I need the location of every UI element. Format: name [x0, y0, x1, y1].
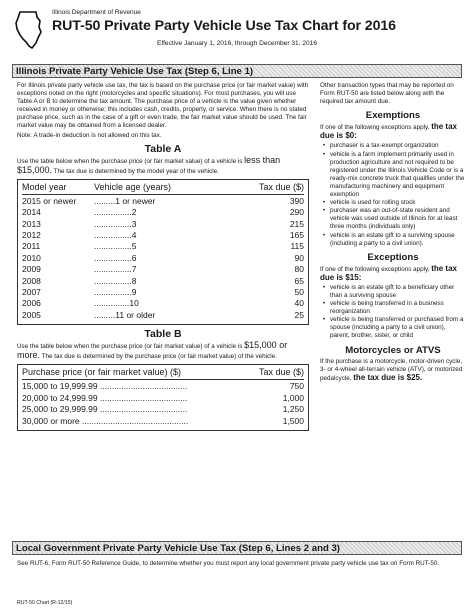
table-b-row: [22, 416, 304, 427]
model-year-cell: 2008: [22, 275, 41, 286]
table-a-row: [22, 264, 304, 275]
tax-due-cell: 750: [289, 381, 304, 392]
exceptions-tax-due: the tax due is $15:: [320, 263, 457, 282]
motorcycles-tax-due: the tax due is $25.: [353, 372, 423, 382]
motorcycles-heading: Motorcycles or ATVS: [345, 344, 441, 356]
tax-due-cell: 390: [289, 195, 304, 206]
table-a-row: [22, 310, 304, 321]
tax-due-cell: 115: [290, 241, 304, 252]
motorcycles-text: If the purchase is a motorcycle, motor-driven cycle, 3- or 4-wheel all-terrain vehicle (ATV), or motorized pedalcycle, the tax due is $25.: [320, 357, 463, 382]
tax-due-cell: 290: [289, 207, 304, 218]
document-header: [12, 5, 462, 63]
model-year-cell: 2010: [22, 252, 41, 263]
tax-due-cell: 50: [294, 287, 304, 297]
exception-item: • vehicle is being transferred or purchased from a spouse (including a party to a civil union), parent, brother, sister, or child: [320, 316, 466, 340]
tax-due-cell: 25: [294, 309, 304, 320]
model-year-cell: 2014: [22, 207, 41, 218]
tax-due-cell: 1,000: [282, 392, 304, 403]
table-a-row: [22, 207, 304, 218]
vehicle-age-cell: .........1 or newer: [94, 195, 156, 206]
intro-paragraph: For Illinois private party vehicle use tax, the tax is based on the purchase price (or fair market value) with exceptions noted on the right (motorcycles and specific situations). For most purchases, you will use Table A or B to determine the tax amount. The purchase price of a vehicle is the value given whether received in money or otherwise; this includes cash, credits, property, or service. When there is no stated purchase price, such as in the case of a gift or even trade, the fair market value should be used. The fair market value may be obtained from a licensed dealer.: [17, 82, 309, 130]
table-a-col-vehicle-age: Vehicle age (years): [94, 181, 172, 192]
section-band-local-tax: Local Government Private Party Vehicle Use Tax (Step 6, Lines 2 and 3): [12, 541, 462, 555]
exemption-item: • vehicle is a farm implement primarily used in production agriculture and not required to be registered under the Illinois Vehicle Code or is a ready-mix concrete truck that qualifies under the manufacturing machinery and equipment exemption: [320, 151, 466, 200]
model-year-cell: 2006: [22, 298, 41, 309]
tax-due-cell: 80: [294, 264, 304, 275]
effective-dates: Effective January 1, 2016, through December 31, 2016: [156, 40, 318, 47]
exemption-item: • purchaser was an out-of-state resident and vehicle was used outside of Illinois for at least three months (individuals only): [320, 207, 466, 231]
right-column: [320, 82, 466, 383]
exemptions-heading: Exemptions: [365, 110, 421, 122]
other-transactions-text: Other transaction types that may be reported on Form RUT-50 are listed below along with the required tax amount due.: [320, 82, 454, 106]
vehicle-age-cell: ................8: [94, 275, 137, 286]
vehicle-age-cell: ................9: [94, 287, 137, 297]
exemptions-lead: If one of the following exceptions apply, the tax due is $0:: [320, 122, 457, 141]
vehicle-age-cell: ................7: [94, 264, 137, 275]
purchase-price-cell: 15,000 to 19,999.99 .....................................: [22, 381, 188, 392]
table-b-header-row: [22, 367, 304, 380]
table-b: [17, 364, 309, 431]
exceptions-list: [320, 284, 466, 341]
table-a-row: [22, 298, 304, 309]
tax-due-cell: 215: [289, 218, 304, 229]
trade-in-note: Note: A trade-in deduction is not allowed on this tax.: [17, 131, 162, 139]
table-b-row: [22, 393, 304, 404]
exception-item: • vehicle is being transferred in a business reorganization: [320, 300, 466, 316]
vehicle-age-cell: ................4: [94, 229, 137, 240]
table-a: [17, 179, 309, 325]
local-tax-paragraph: See RUT-6, Form RUT-50 Reference Guide, to determine whether you must report any local government private party vehicle use tax on Form RUT-50.: [17, 560, 440, 567]
table-a-intro: Use the table below when the purchase price (or fair market value) of a vehicle is less than $15,000. The tax due is determined by the model year of the vehicle.: [17, 154, 281, 175]
table-a-row: [22, 276, 304, 287]
agency-name: Illinois Department of Revenue: [52, 9, 141, 16]
vehicle-age-cell: ................5: [94, 241, 137, 252]
exemption-item: • vehicle is an estate gift to a surviving spouse (including a party to a civil union).: [320, 232, 466, 248]
exception-item: • vehicle is an estate gift to a beneficiary other than a surviving spouse: [320, 284, 466, 300]
vehicle-age-cell: ................2: [94, 207, 137, 218]
table-a-header-row: [22, 182, 304, 195]
tax-due-cell: 40: [294, 298, 304, 309]
table-a-row: [22, 253, 304, 264]
table-a-row: [22, 241, 304, 252]
model-year-cell: 2015 or newer: [22, 195, 77, 206]
table-b-intro: Use the table below when the purchase price (or fair market value) of a vehicle is $15,000 or more. The tax due is determined by the purchase price (or fair market value) of the vehicle.: [17, 340, 288, 361]
table-b-col-tax-due: Tax due ($): [258, 367, 304, 378]
form-code: RUT-50 Chart (R-12/15): [17, 600, 73, 606]
vehicle-age-cell: ...............10: [94, 298, 139, 309]
table-a-row: [22, 196, 304, 207]
model-year-cell: 2005: [22, 309, 41, 320]
table-b-col-purchase-price: Purchase price (or fair market value) ($): [22, 367, 182, 378]
purchase-price-cell: 20,000 to 24,999.99 .....................................: [22, 392, 188, 403]
table-a-heading: Table A: [144, 142, 182, 155]
vehicle-age-cell: ................3: [94, 218, 137, 229]
table-a-row: [22, 287, 304, 298]
tax-due-cell: 1,500: [282, 415, 304, 426]
table-b-heading: Table B: [144, 328, 182, 341]
tax-due-cell: 165: [289, 229, 304, 240]
table-b-threshold: $15,000 or more.: [17, 340, 288, 361]
table-a-row: [22, 219, 304, 230]
model-year-cell: 2012: [22, 229, 41, 240]
table-a-row: [22, 230, 304, 241]
tax-due-cell: 90: [294, 252, 304, 263]
tax-due-cell: 65: [294, 275, 304, 286]
exemptions-list: [320, 142, 466, 247]
purchase-price-cell: 30,000 or more .............................................: [22, 415, 189, 426]
tax-due-cell: 1,250: [282, 404, 304, 415]
vehicle-age-cell: ................6: [94, 252, 137, 263]
exemptions-tax-due: the tax due is $0:: [320, 122, 457, 141]
model-year-cell: 2011: [22, 241, 41, 252]
document-title: RUT-50 Private Party Vehicle Use Tax Chart for 2016: [52, 18, 396, 34]
model-year-cell: 2009: [22, 264, 41, 275]
table-b-row: [22, 381, 304, 392]
left-column: [17, 82, 309, 431]
model-year-cell: 2007: [22, 287, 41, 297]
table-a-col-model-year: Model year: [22, 181, 67, 192]
exceptions-heading: Exceptions: [367, 251, 419, 263]
table-a-threshold: less than $15,000.: [17, 154, 281, 175]
section-band-state-tax: Illinois Private Party Vehicle Use Tax (Step 6, Line 1): [12, 64, 462, 78]
exemption-item: • vehicle is used for rolling stock: [320, 199, 466, 207]
purchase-price-cell: 25,000 to 29,999.99 .....................................: [22, 404, 188, 415]
model-year-cell: 2013: [22, 218, 41, 229]
exemption-item: • purchaser is a tax-exempt organization: [320, 142, 466, 150]
vehicle-age-cell: .........11 or older: [94, 309, 156, 320]
table-b-row: [22, 404, 304, 415]
exceptions-lead: If one of the following exceptions apply, the tax due is $15:: [320, 263, 457, 282]
table-a-col-tax-due: Tax due ($): [258, 181, 304, 192]
